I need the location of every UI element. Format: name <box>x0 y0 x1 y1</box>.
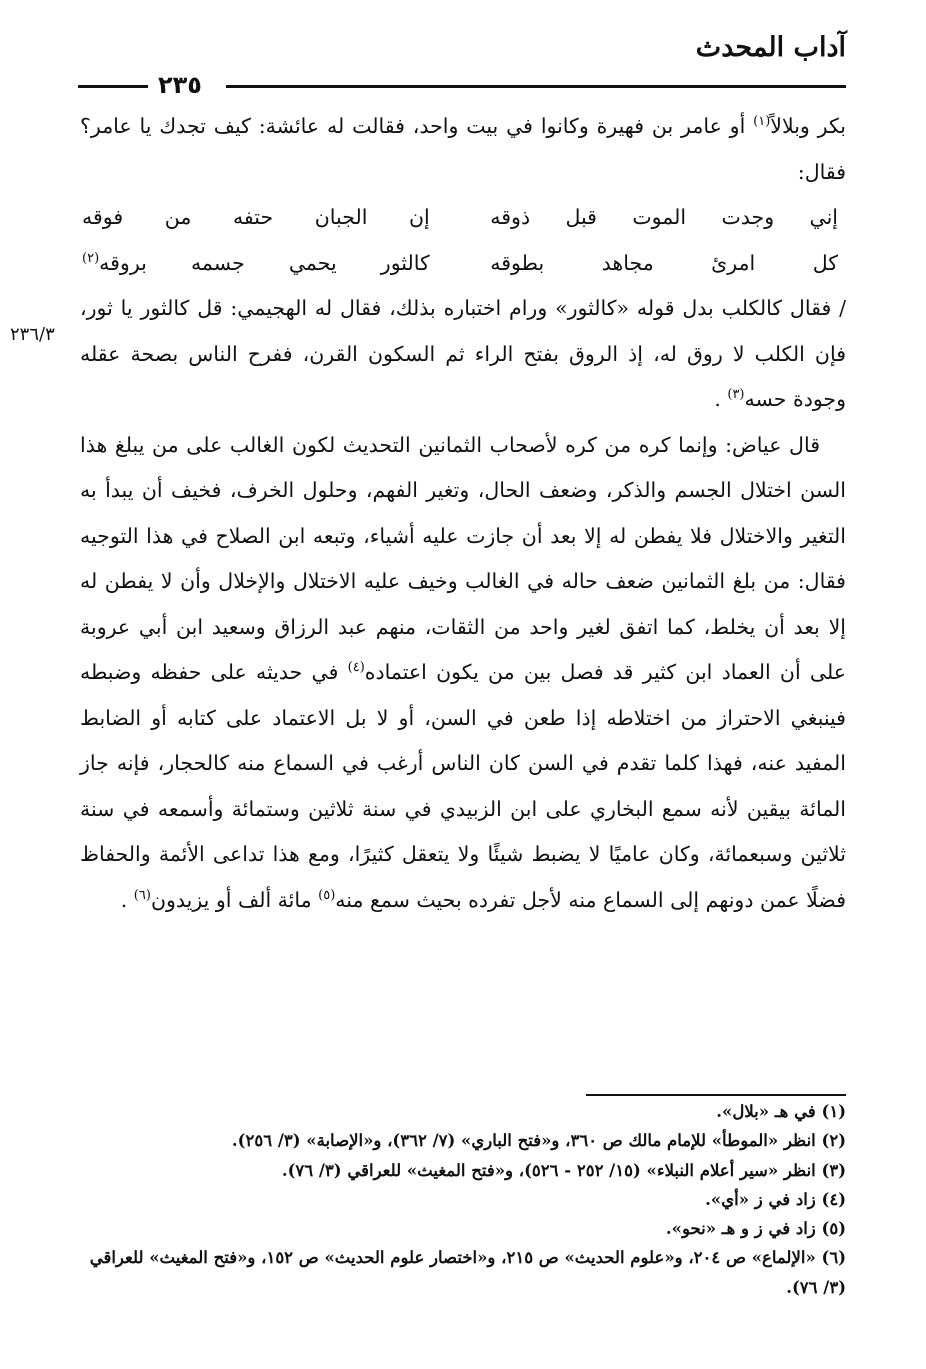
footnote-6: (٦) «الإلماع» ص ٢٠٤، و«علوم الحديث» ص ٢١٥، و«اختصار علوم الحديث» ص ١٥٢، و«فتح المغيث» للعراقي (٣/ ٧٦). <box>89 1248 846 1297</box>
margin-reference: ٢٣٦/٣ <box>10 324 55 345</box>
paragraph-1-end: أو عامر بن فهيرة وكانوا في بيت واحد، فقالت له عائشة: كيف تجدك يا عامر؟ فقال: <box>80 114 846 184</box>
paragraph-1 <box>80 104 846 195</box>
verse-2-second-hemistich: كالثور يحمي جسمه بروقه <box>99 250 430 275</box>
verse-line-1 <box>80 195 846 241</box>
header-rule-left <box>78 85 148 88</box>
verse-line-2 <box>80 241 846 287</box>
page-header <box>78 28 846 99</box>
footnote-ref-1: (١) <box>753 114 771 130</box>
paragraph-3: قال عياض: وإنما كره من كره لأصحاب الثمانين التحديث لكون الغالب على من يبلغ هذا السن اختلال الجسم والذكر، وضعف الحال، وتغير الفهم، وحلول الخرف، فخيف أن يبدأ به التغير والاختلال فلا يفطن له إلا بعد أن جازت عليه أشياء، وتبعه ابن الصلاح في هذا التوجيه فقال: من بلغ الثمانين ضعف حاله في الغالب وخيف عليه الاختلال والإخلال وأن لا يفطن له إلا بعد أن يخلط، كما اتفق لغير واحد من الثقات، منهم عبد الرزاق وسعيد ابن أبي عروبة على أن العماد ابن كثير قد فصل بين من يكون اعتماده$^{(٤)}$ في حديثه على حفظه وضبطه فينبغي الاحتراز من اختلاطه إذا طعن في السن، أو لا بل الاعتماد على كتابه أو الضابط المفيد عنه، فهذا كلما تقدم في السن كان الناس أرغب في السماع منه كالحجار، فإنه جاز المائة بيقين لأنه سمع البخاري على ابن الزبيدي في سنة ثلاثين وستمائة وأسمعه في سنة ثلاثين وسبعمائة، وكان عاميًا لا يضبط شيئًا ولا يتعقل كثيرًا، ومع هذا تداعى الأئمة والحفاظ فضلًا عمن دونهم إلى السماع منه لأجل تفرده بحيث سمع منه$^{(٥)}$ مائة ألف أو يزيدون$^{(٦)}$ . <box>80 432 846 912</box>
footnote-ref-4: (٤) <box>347 660 365 676</box>
footnote-ref-5: (٥) <box>318 887 336 903</box>
paragraph-1-start: بكر وبلالاً <box>770 114 846 138</box>
footnotes <box>80 1097 846 1302</box>
footnote-separator <box>586 1094 846 1096</box>
paragraph-2: / فقال كالكلب بدل قوله «كالثور» ورام اختباره بذلك، فقال له الهجيمي: قل كالثور يا ثور، فإن الكلب لا روق له، إذ الروق بفتح الراء ثم السكون القرن، ففرح الناس بصحة عقله وجودة حسه$^{(٣)}$ . <box>80 296 846 411</box>
verse-1-second-hemistich: إن الجبان حتفه من فوقه <box>82 205 430 229</box>
verse-1-first-hemistich: إني وجدت الموت قبل ذوقه <box>490 205 838 229</box>
footnote-3: (٣) انظر «سير أعلام النبلاء» (١٥/ ٢٥٢ - ٥٢٦)، و«فتح المغيث» للعراقي (٣/ ٧٦). <box>281 1160 846 1180</box>
paragraph-3-part-a: قال عياض: وإنما كره من كره لأصحاب الثمانين التحديث لكون الغالب على من يبلغ هذا السن اختلال الجسم والذكر، وضعف الحال، وتغير الفهم، وحلول الخرف، فخيف أن يبدأ به التغير والاختلال فلا يفطن له إلا بعد أن جازت عليه أشياء، وتبعه ابن الصلاح في هذا التوجيه فقال: من بلغ الثمانين ضعف حاله في الغالب وخيف عليه الاختلال والإخلال وأن لا يفطن له إلا بعد أن يخلط، كما اتفق لغير واحد من الثقات، منهم عبد الرزاق وسعيد ابن أبي عروبة على أن العماد ابن كثير قد فصل بين من يكون اعتماده <box>80 432 846 684</box>
footnote-4: (٤) زاد في ز «أي». <box>705 1189 846 1209</box>
paragraph-2-text: / فقال كالكلب بدل قوله «كالثور» ورام اختباره بذلك، فقال له الهجيمي: قل كالثور يا ثور، فإن الكلب لا روق له، إذ الروق بفتح الراء ثم السكون القرن، ففرح الناس بصحة عقله وجودة حسه <box>80 296 846 411</box>
running-title: آداب المحدث <box>695 32 846 63</box>
paragraph-3-part-b: في حديثه على حفظه وضبطه فينبغي الاحتراز من اختلاطه إذا طعن في السن، أو لا بل الاعتماد على كتابه أو الضابط المفيد عنه، فهذا كلما تقدم في السن كان الناس أرغب في السماع منه كالحجار، فإنه جاز المائة بيقين لأنه سمع البخاري على ابن الزبيدي في سنة ثلاثين وستمائة وأسمعه في سنة ثلاثين وسبعمائة، وكان عاميًا لا يضبط شيئًا ولا يتعقل كثيرًا، ومع هذا تداعى الأئمة والحفاظ فضلًا عمن دونهم إلى السماع منه لأجل تفرده بحيث سمع منه <box>80 660 846 912</box>
page-number: ٢٣٥ <box>150 70 210 100</box>
paragraph-3-part-c: مائة ألف أو يزيدون <box>150 887 319 912</box>
verse-2-second-hemistich-wrap <box>82 241 430 287</box>
verse-2-first-hemistich: كل امرئ مجاهد بطوقه <box>490 250 838 275</box>
footnote-2: (٢) انظر «الموطأ» للإمام مالك ص ٣٦٠، و«فتح الباري» (٧/ ٣٦٢)، و«الإصابة» (٣/ ٢٥٦). <box>231 1131 846 1151</box>
footnote-ref-3: (٣) <box>727 387 745 403</box>
footnote-ref-6: (٦) <box>133 887 151 903</box>
header-rule-right <box>226 85 846 88</box>
footnote-1: (١) في هـ «بلال». <box>716 1102 846 1121</box>
main-text <box>80 104 846 923</box>
footnote-5: (٥) زاد في ز و هـ «نحو». <box>665 1219 846 1239</box>
footnote-ref-2: (٢) <box>82 250 100 266</box>
